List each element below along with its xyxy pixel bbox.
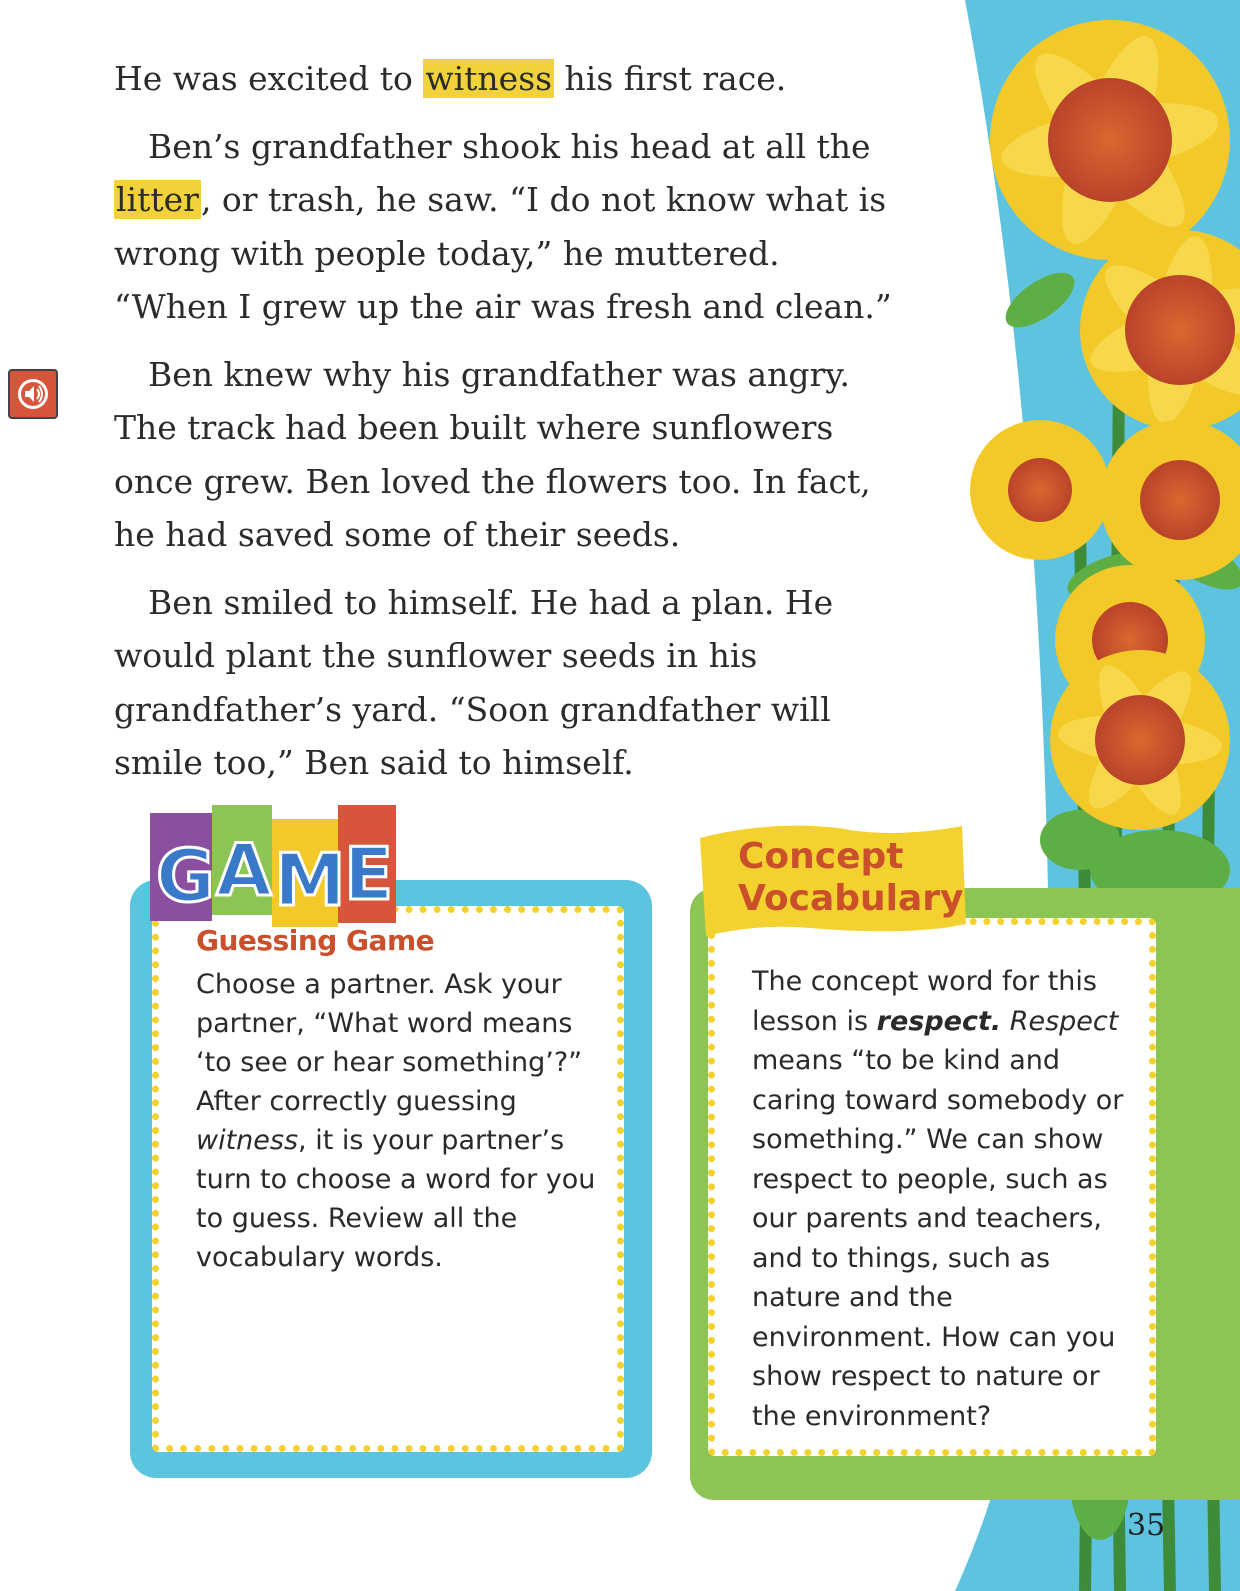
story-paragraph-2: Ben’s grandfather shook his head at all the litter, or trash, he saw. “I do not know what is wrong with people today,” he muttered. “When I grew up the air was fresh and clean.” xyxy=(114,126,892,326)
speaker-icon xyxy=(16,377,50,411)
game-logo-letter-g: G xyxy=(156,834,216,918)
page-number: 35 xyxy=(1127,1508,1166,1543)
vocab-highlight-litter: litter xyxy=(116,180,199,219)
game-word-witness: witness xyxy=(196,1125,299,1156)
game-logo-letter-m: M xyxy=(274,838,346,922)
concept-title: Concept Vocabulary xyxy=(738,836,964,919)
story-text xyxy=(114,52,894,804)
story-paragraph-4: Ben smiled to himself. He had a plan. He would plant the sunflower seeds in his grandfather’s yard. “Soon grandfather will smile too,” Ben said to himself. xyxy=(114,582,834,782)
game-logo xyxy=(150,805,400,930)
concept-word-respect: respect. xyxy=(876,1005,1002,1037)
audio-play-button[interactable] xyxy=(8,369,58,419)
game-logo-letter-e: E xyxy=(344,832,394,916)
story-paragraph-1: He was excited to witness his first race. xyxy=(114,59,787,98)
game-instructions: Choose a partner. Ask your partner, “What word means ‘to see or hear something’?” After correctly guessing witness, it is your partner’s turn to choose a word for you to guess. Review all the vocabulary words. xyxy=(196,969,596,1273)
game-logo-letter-a: A xyxy=(216,828,272,912)
vocab-highlight-witness: witness xyxy=(425,59,553,98)
game-title: Guessing Game xyxy=(196,924,435,957)
concept-description: The concept word for this lesson is respect. Respect means “to be kind and caring toward somebody or something.” We can show respect to people, such as our parents and teachers, and to things, such as nature and the environment. How can you show respect to nature or the environment? xyxy=(752,966,1124,1432)
story-paragraph-3: Ben knew why his grandfather was angry. The track had been built where sunflowers once grew. Ben loved the flowers too. In fact, he had saved some of their seeds. xyxy=(114,354,871,554)
